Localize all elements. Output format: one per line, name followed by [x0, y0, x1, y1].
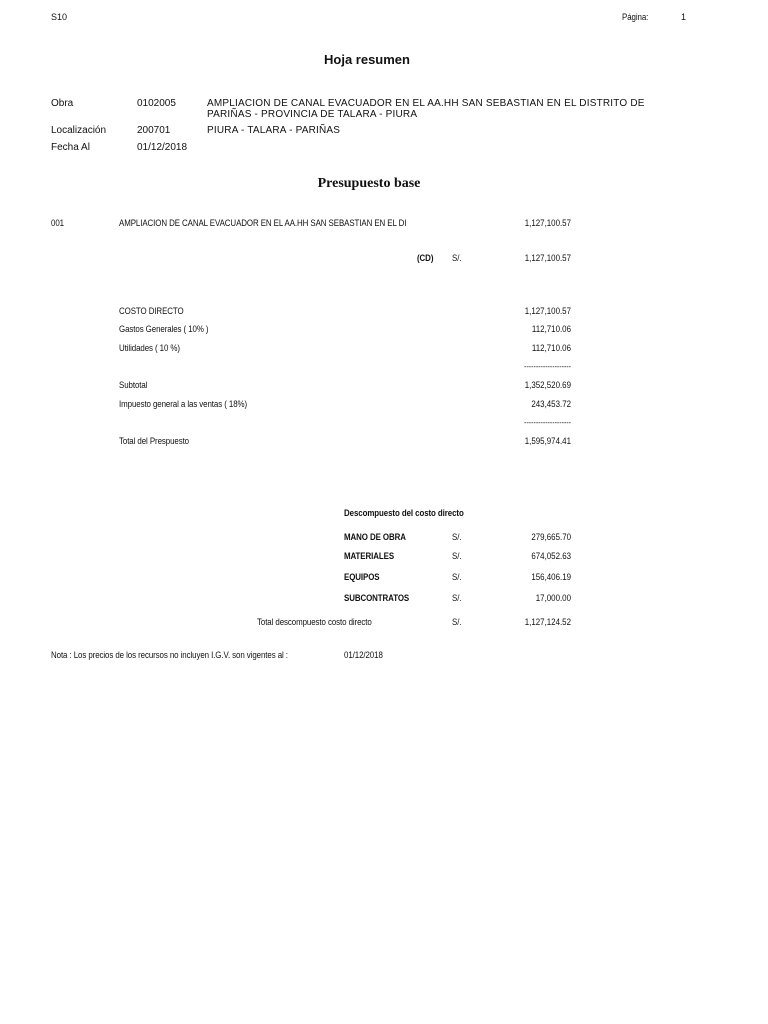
breakdown-label-mano-de-obra: MANO DE OBRA [344, 532, 406, 542]
igv-value: 243,453.72 [531, 399, 571, 409]
total-presupuesto-label: Total del Prespuesto [119, 436, 190, 446]
obra-description-line2: PARIÑAS - PROVINCIA DE TALARA - PIURA [207, 109, 418, 120]
breakdown-label-equipos: EQUIPOS [344, 572, 380, 582]
breakdown-value-equipos: 156,406.19 [531, 572, 571, 582]
page-label: Página: [622, 12, 649, 22]
page-number: 1 [681, 12, 687, 22]
note-text: Nota : Los precios de los recursos no incluyen I.G.V. son vigentes al : [51, 650, 288, 660]
breakdown-total-currency: S/. [452, 617, 462, 627]
breakdown-currency: S/. [452, 593, 462, 603]
localizacion-description: PIURA - TALARA - PARIÑAS [207, 125, 341, 136]
breakdown-value-materiales: 674,052.63 [531, 551, 571, 561]
utilidades-label: Utilidades ( 10 %) [119, 343, 180, 353]
separator-1: -------------------- [524, 362, 571, 371]
cd-currency: S/. [452, 253, 462, 263]
obra-description-line1: AMPLIACION DE CANAL EVACUADOR EN EL AA.HH SAN SEBASTIAN EN EL DISTRITO DE [207, 98, 645, 109]
localizacion-code: 200701 [137, 125, 171, 136]
breakdown-total-label: Total descompuesto costo directo [257, 617, 372, 627]
budget-item-description: AMPLIACION DE CANAL EVACUADOR EN EL AA.HH SAN SEBASTIAN EN EL DI [119, 218, 407, 228]
breakdown-label-materiales: MATERIALES [344, 551, 395, 561]
costo-directo-value: 1,127,100.57 [524, 306, 571, 316]
separator-2: -------------------- [524, 418, 571, 427]
subtotal-label: Subtotal [119, 380, 148, 390]
fecha-label: Fecha Al [51, 142, 90, 153]
fecha-value: 01/12/2018 [137, 142, 188, 153]
note-date: 01/12/2018 [344, 650, 383, 660]
costo-directo-label: COSTO DIRECTO [119, 306, 184, 316]
breakdown-value-subcontratos: 17,000.00 [535, 593, 571, 603]
breakdown-currency: S/. [452, 551, 462, 561]
obra-code: 0102005 [137, 98, 176, 109]
budget-item-amount: 1,127,100.57 [524, 218, 571, 228]
breakdown-value-mano-de-obra: 279,665.70 [531, 532, 571, 542]
breakdown-total-value: 1,127,124.52 [524, 617, 571, 627]
breakdown-currency: S/. [452, 572, 462, 582]
gastos-generales-label: Gastos Generales ( 10% ) [119, 324, 209, 334]
utilidades-value: 112,710.06 [531, 343, 571, 353]
budget-title: Presupuesto base [317, 176, 421, 191]
localizacion-label: Localización [51, 125, 107, 136]
breakdown-currency: S/. [452, 532, 462, 542]
breakdown-label-subcontratos: SUBCONTRATOS [344, 593, 410, 603]
cd-label: (CD) [417, 253, 434, 263]
total-presupuesto-value: 1,595,974.41 [524, 436, 571, 446]
obra-label: Obra [51, 98, 74, 109]
budget-item-code: 001 [51, 218, 64, 228]
system-label: S10 [51, 12, 68, 22]
subtotal-value: 1,352,520.69 [524, 380, 571, 390]
cd-amount: 1,127,100.57 [524, 253, 571, 263]
page-title: Hoja resumen [324, 52, 410, 67]
breakdown-title: Descompuesto del costo directo [344, 508, 464, 518]
igv-label: Impuesto general a las ventas ( 18%) [119, 399, 248, 409]
gastos-generales-value: 112,710.06 [531, 324, 571, 334]
